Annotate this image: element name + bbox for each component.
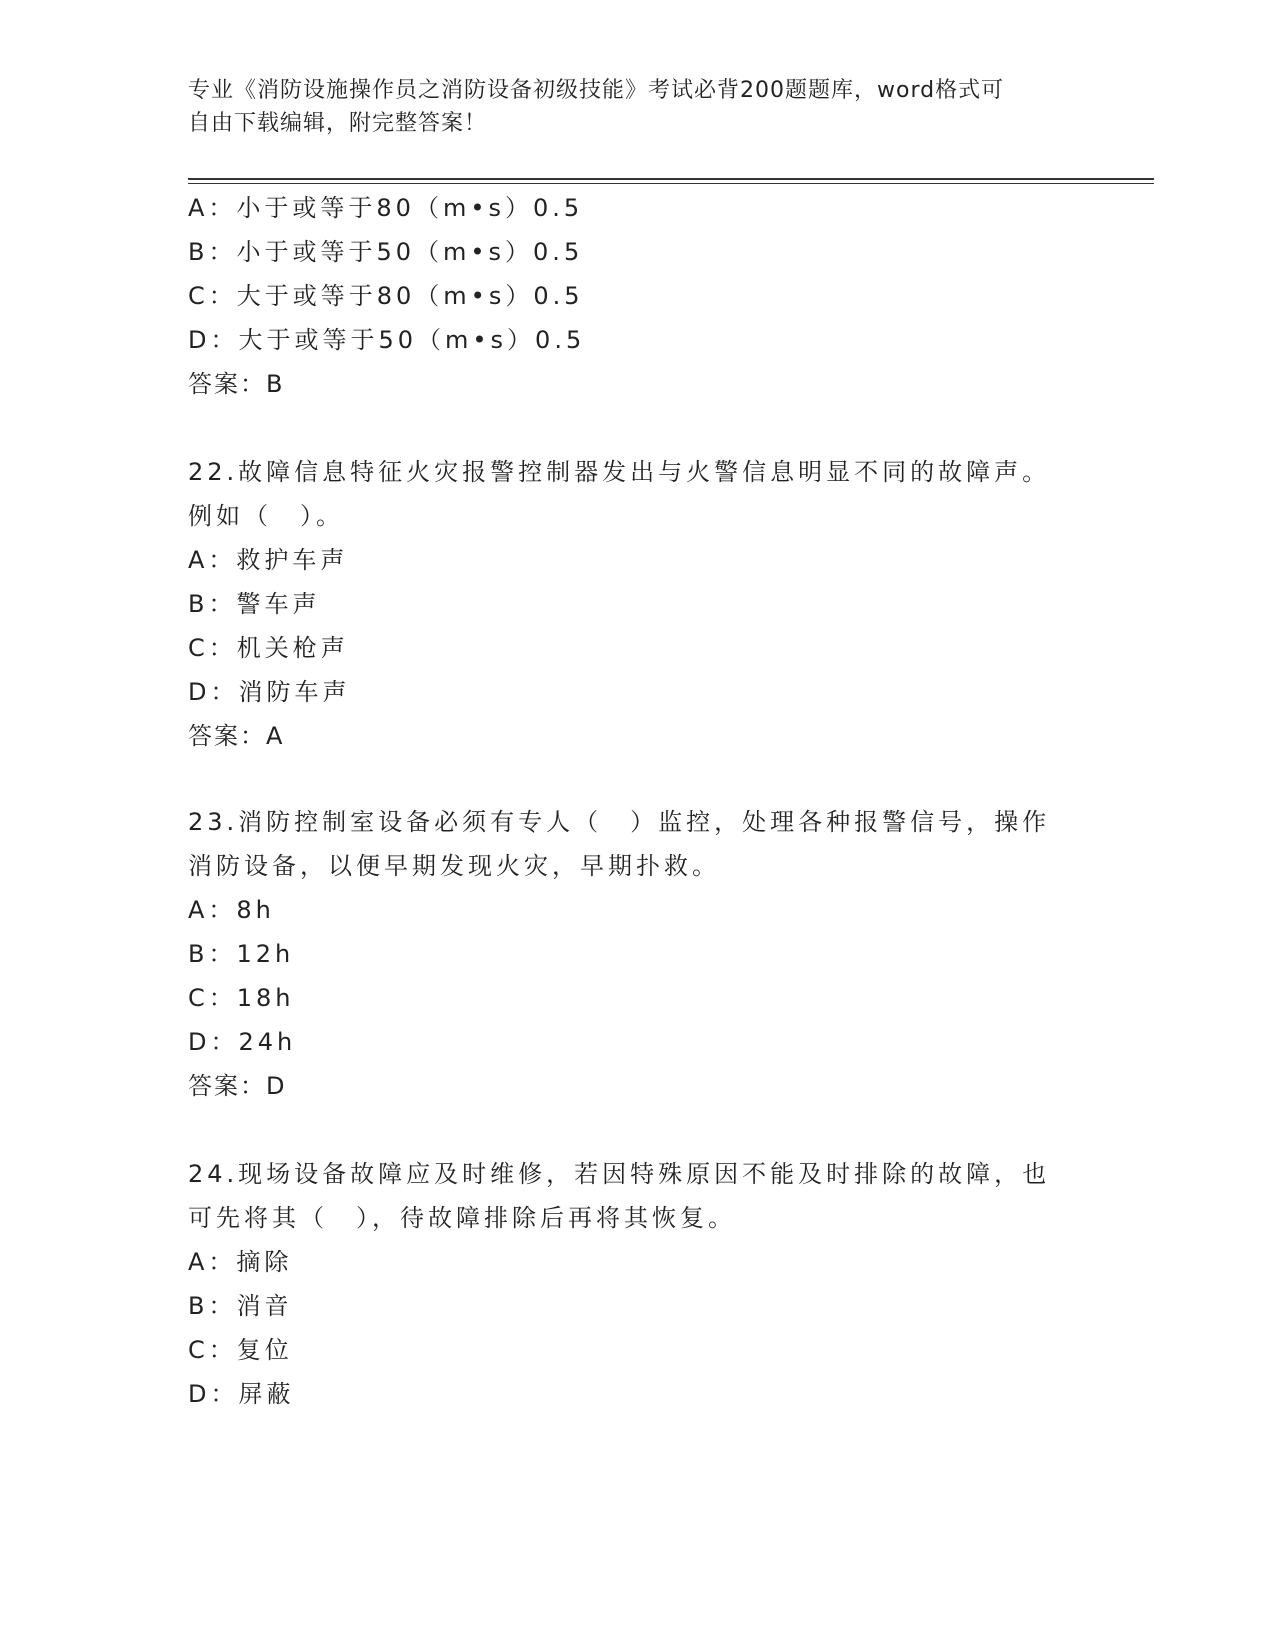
q23-option-a: A：8h <box>188 896 275 924</box>
document-header <box>188 74 1068 140</box>
q21-option-d: D：大于或等于50（m•s）0.5 <box>188 326 586 354</box>
q24-option-c: C：复位 <box>188 1336 293 1364</box>
q24-option-a: A：摘除 <box>188 1248 293 1276</box>
q22-option-d: D：消防车声 <box>188 678 351 706</box>
q21-option-c: C：大于或等于80（m•s）0.5 <box>188 282 584 310</box>
q22-answer: 答案：A <box>188 722 285 750</box>
q22-option-b: B：警车声 <box>188 590 321 618</box>
header-line-2: 自由下载编辑，附完整答案！ <box>188 111 488 136</box>
q22-option-a: A：救护车声 <box>188 546 349 574</box>
q23-option-b: B：12h <box>188 940 295 968</box>
q24-option-b: B：消音 <box>188 1292 293 1320</box>
q21-option-a: A：小于或等于80（m•s）0.5 <box>188 194 584 222</box>
q22-option-c: C：机关枪声 <box>188 634 349 662</box>
q23-answer: 答案：D <box>188 1072 287 1100</box>
q22-stem-line-2: 例如（ ）。 <box>188 502 344 530</box>
header-line-1: 专业《消防设施操作员之消防设备初级技能》考试必背200题题库，word格式可 <box>188 78 1005 103</box>
q23-option-d: D：24h <box>188 1028 297 1056</box>
q23-stem-line-2: 消防设备，以便早期发现火灾，早期扑救。 <box>188 852 720 880</box>
q21-option-b: B：小于或等于50（m•s）0.5 <box>188 238 584 266</box>
q24-stem-line-1: 24.现场设备故障应及时维修，若因特殊原因不能及时排除的故障，也 <box>188 1160 1051 1188</box>
header-divider-thin <box>188 183 1154 184</box>
q23-stem-line-1: 23.消防控制室设备必须有专人（ ）监控，处理各种报警信号，操作 <box>188 808 1051 836</box>
header-divider-thick <box>188 178 1154 180</box>
q21-answer: 答案：B <box>188 370 285 398</box>
q24-option-d: D：屏蔽 <box>188 1380 295 1408</box>
q23-option-c: C：18h <box>188 984 295 1012</box>
q24-stem-line-2: 可先将其（ ），待故障排除后再将其恢复。 <box>188 1204 736 1232</box>
q22-stem-line-1: 22.故障信息特征火灾报警控制器发出与火警信息明显不同的故障声。 <box>188 458 1051 486</box>
